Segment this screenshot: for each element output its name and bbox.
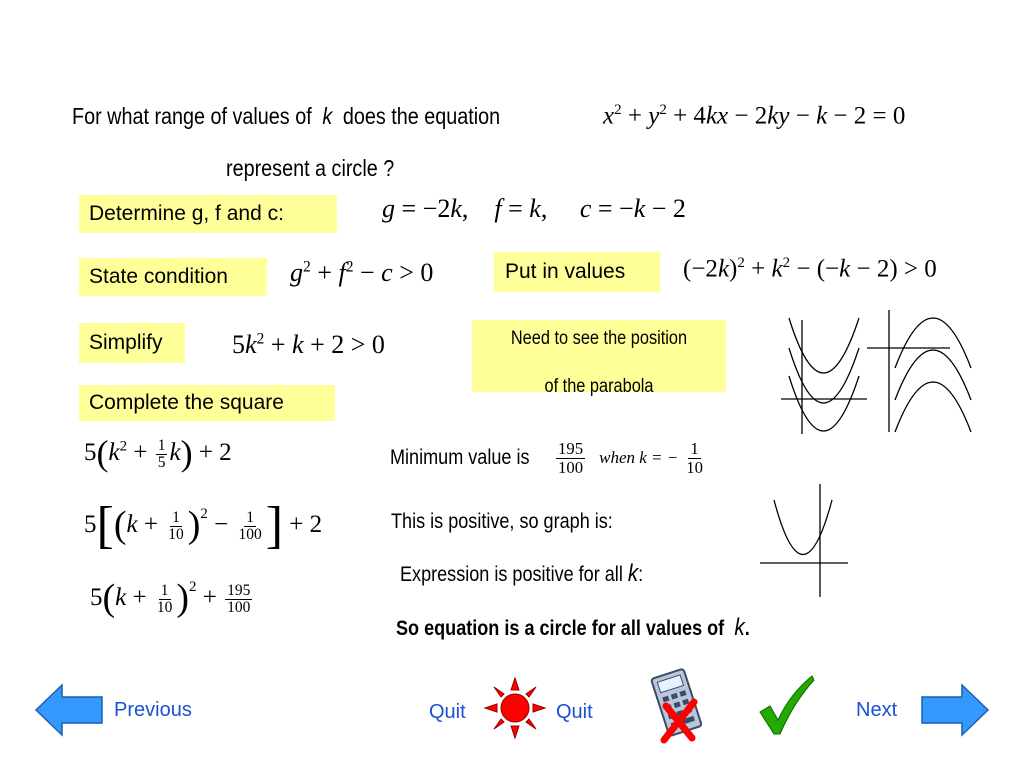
- parabola-position-diagram: [775, 308, 985, 438]
- put-values-equation: $(-2k)^2 + k^2 - (-k - 2) > 0$: [683, 255, 937, 283]
- determine-gfc-label: Determine g, f and c:: [79, 195, 337, 233]
- minimum-value-text: Minimum value is: [390, 446, 530, 469]
- question-var-k: k: [322, 103, 333, 129]
- when-numerator: 1: [690, 438, 699, 458]
- expression-text: Expression is positive for all: [400, 563, 623, 586]
- question-line-2-text: represent a circle ?: [226, 155, 395, 181]
- left-arrow-icon[interactable]: [34, 683, 104, 737]
- gfc-values: g = −2k, f = k, c = −k − 2: [382, 194, 686, 223]
- parabola-up-2: [789, 348, 859, 403]
- square-step-1: $5(k^2$ + $\frac{1}{5}$ k) + 2: [84, 433, 232, 473]
- quit-button-left[interactable]: Quit: [429, 701, 466, 723]
- question-text-part2: does the equation: [342, 103, 501, 129]
- note-line-2: of the parabola: [544, 376, 654, 397]
- conclusion-k: k: [734, 614, 745, 641]
- parabola-down-1: [895, 318, 971, 368]
- positive-statement: [391, 510, 649, 534]
- state-condition-label: State condition: [79, 258, 267, 296]
- next-button[interactable]: Next: [856, 699, 898, 721]
- square-step-2: 5[(k + $\frac{1}{10}$ )$^2$ − $\frac{1}{100}$ ] + 2: [84, 497, 323, 554]
- parabola-up-1: [789, 318, 859, 373]
- conclusion-statement: [396, 614, 807, 642]
- positive-parabola-diagram: [760, 484, 850, 599]
- condition-equation: $g^2 + f^2 - c > 0$: [290, 258, 434, 287]
- expression-k: k: [627, 560, 639, 587]
- minimum-denominator: 100: [558, 457, 584, 477]
- quit-button-right[interactable]: Quit: [556, 701, 593, 723]
- previous-button[interactable]: Previous: [114, 699, 192, 721]
- minimum-value-line: [390, 432, 707, 484]
- parabola-positive: [774, 500, 832, 555]
- note-line-1: Need to see the position: [510, 328, 688, 349]
- parabola-note: [472, 320, 726, 397]
- question-line-1: [72, 103, 570, 130]
- expression-colon: :: [638, 563, 644, 586]
- minimum-numerator: 195: [558, 438, 584, 458]
- simplified-equation: $5k^2 + k + 2 > 0$: [232, 330, 385, 359]
- when-denominator: 10: [686, 457, 703, 477]
- expression-statement: [400, 560, 683, 588]
- right-arrow-icon[interactable]: [920, 683, 990, 737]
- simplify-label: Simplify: [79, 323, 185, 363]
- parabola-down-2: [895, 350, 971, 400]
- conclusion-period: .: [744, 617, 750, 640]
- question-line-2: [226, 155, 422, 182]
- sun-quit-icon[interactable]: [483, 676, 547, 740]
- when-k-text: when k = −: [599, 448, 679, 467]
- parabola-down-3: [895, 382, 971, 432]
- calculator-wrong-icon[interactable]: [648, 666, 708, 744]
- positive-text: This is positive, so graph is:: [391, 510, 613, 533]
- put-in-values-label: Put in values: [494, 252, 660, 292]
- square-step-3: 5(k + $\frac{1}{10}$ )$^2$ + $\frac{195}{100}$: [90, 577, 251, 619]
- complete-square-label: Complete the square: [79, 385, 335, 421]
- conclusion-text: So equation is a circle for all values of: [396, 617, 725, 640]
- question-text-part1: For what range of values of: [72, 103, 312, 129]
- question-equation: $x^2 + y^2 + 4kx - 2ky - k - 2 = 0$: [603, 102, 906, 130]
- tick-icon[interactable]: [756, 674, 816, 738]
